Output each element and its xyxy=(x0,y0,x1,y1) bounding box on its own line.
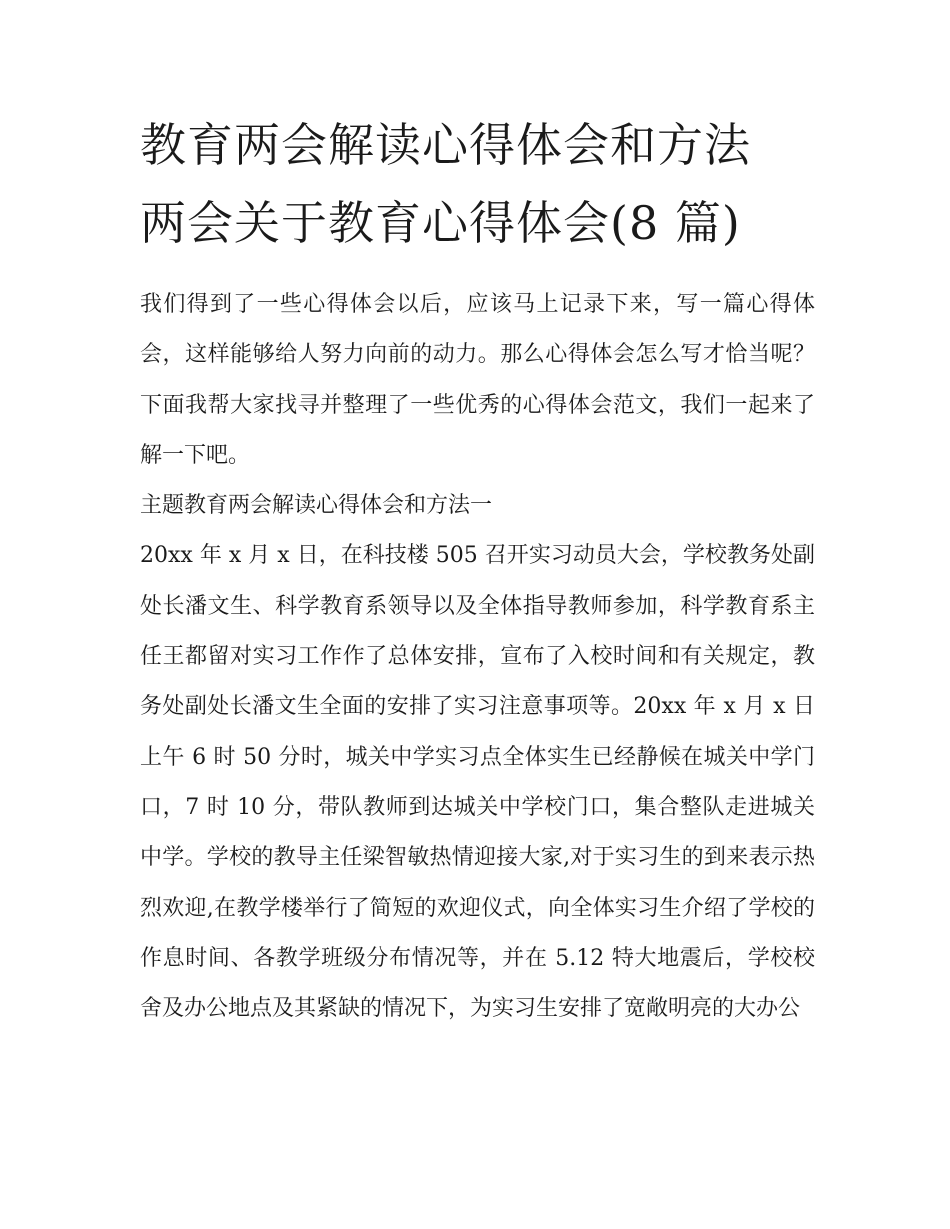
title-line-1: 教育两会解读心得体会和方法 xyxy=(140,118,751,172)
section-heading: 主题教育两会解读心得体会和方法一 xyxy=(140,493,493,519)
intro-paragraph: 我们得到了一些心得体会以后，应该马上记录下来，写一篇心得体会，这样能够给人努力向前的动力。那么心得体会怎么写才恰当呢？下面我帮大家找寻并整理了一些优秀的心得体会范文，我们一起来了解一下吧。 xyxy=(140,292,815,468)
section-body-paragraph: 20xx 年 x 月 x 日，在科技楼 505 召开实习动员大会，学校教务处副处长潘文生、科学教育系领导以及全体指导教师参加，科学教育系主任王都留对实习工作作了总体安排，宣布了入校时间和有关规定，教务处副处长潘文生全面的安排了实习注意事项等。20xx 年 x 月 x 日上午 6 时 50 分时，城关中学实习点全体实生已经静候在城关中学门口，7 时 10 分，带队教师到达城关中学校门口，集合整队走进城关中学。学校的教导主任梁智敏热情迎接大家,对于实习生的到来表示热烈欢迎,在教学楼举行了简短的欢迎仪式，向全体实习生介绍了学校的作息时间、各教学班级分布情况等，并在 5.12 特大地震后，学校校舍及办公地点及其紧缺的情况下，为实习生安排了宽敞明亮的大办公 xyxy=(140,543,815,1022)
document-body xyxy=(140,280,815,1034)
title-line-2: 两会关于教育心得体会(8 篇) xyxy=(140,196,741,250)
